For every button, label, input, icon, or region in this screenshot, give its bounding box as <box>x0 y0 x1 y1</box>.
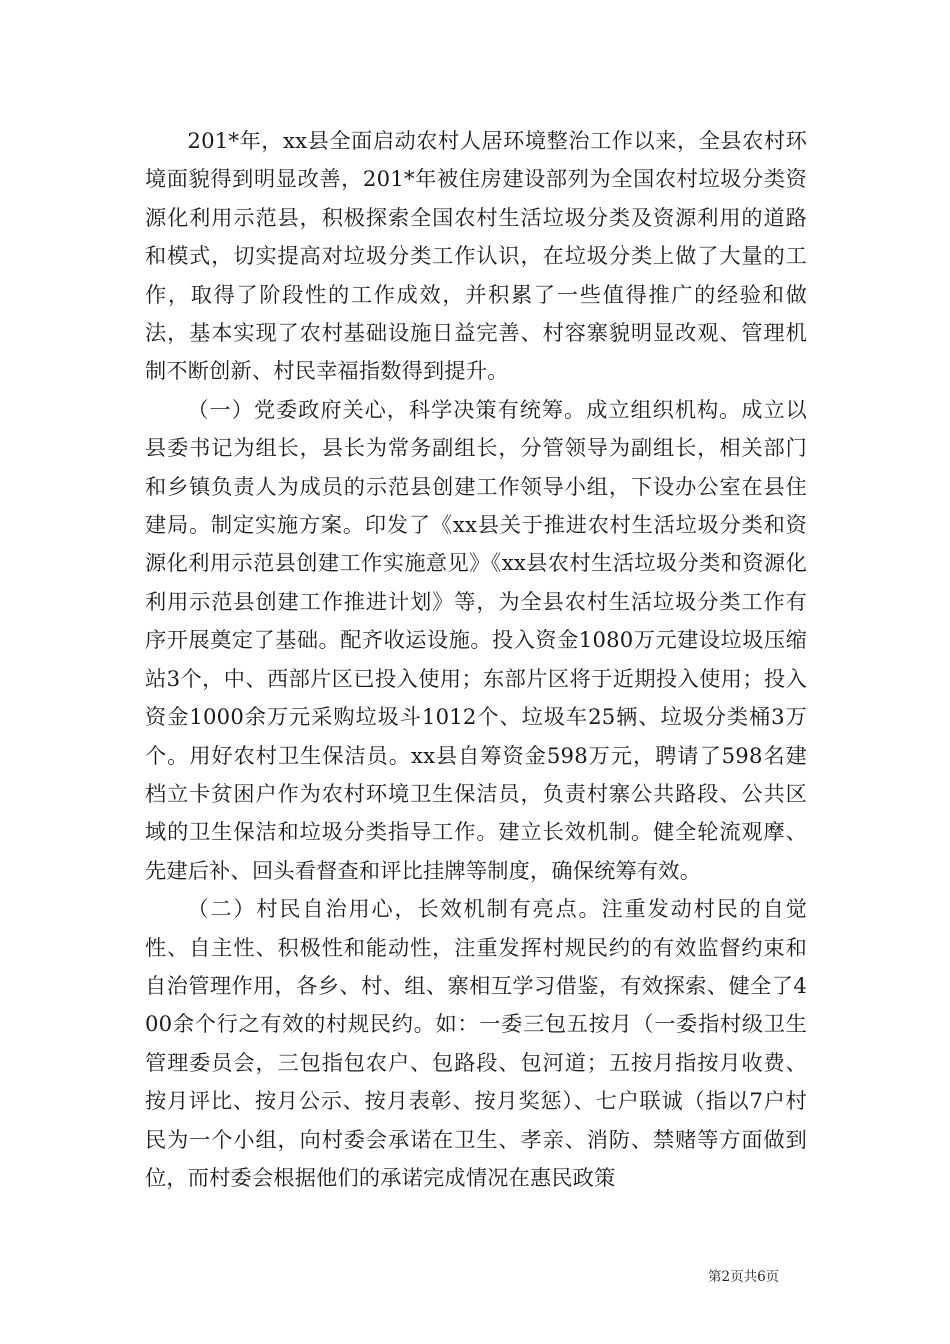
paragraph-section-two: （二）村民自治用心，长效机制有亮点。注重发动村民的自觉性、自主性、积极性和能动性，注重发挥村规民约的有效监督约束和自治管理作用，各乡、村、组、寨相互学习借鉴，有效探索、健全了400余个行之有效的村规民约。如：一委三包五按月（一委指村级卫生管理委员会，三包指包农户、包路段、包河道；五按月指按月收费、按月评比、按月公示、按月表彰、按月奖惩）、七户联诚（指以7户村民为一个小组，向村委会承诺在卫生、孝亲、消防、禁赌等方面做到位，而村委会根据他们的承诺完成情况在惠民政策 <box>145 896 807 1190</box>
paragraph-section-one: （一）党委政府关心，科学决策有统筹。成立组织机构。成立以县委书记为组长，县长为常务副组长，分管领导为副组长，相关部门和乡镇负责人为成员的示范县创建工作领导小组，下设办公室在县住建局。制定实施方案。印发了《xx县关于推进农村生活垃圾分类和资源化利用示范县创建工作实施意见》《xx县农村生活垃圾分类和资源化利用示范县创建工作推进计划》等，为全县农村生活垃圾分类工作有序开展奠定了基础。配齐收运设施。投入资金1080万元建设垃圾压缩站3个，中、西部片区已投入使用；东部片区将于近期投入使用；投入资金1000余万元采购垃圾斗1012个、垃圾车25辆、垃圾分类桶3万个。用好农村卫生保洁员。xx县自筹资金598万元，聘请了598名建档立卡贫困户作为农村环境卫生保洁员，负责村寨公共路段、公共区域的卫生保洁和垃圾分类指导工作。建立长效机制。健全轮流观摩、先建后补、回头看督查和评比挂牌等制度，确保统筹有效。 <box>145 396 807 883</box>
document-body <box>145 122 807 1197</box>
paragraph-intro: 201*年，xx县全面启动农村人居环境整治工作以来，全县农村环境面貌得到明显改善，201*年被住房建设部列为全国农村垃圾分类资源化利用示范县，积极探索全国农村生活垃圾分类及资源利用的道路和模式，切实提高对垃圾分类工作认识，在垃圾分类上做了大量的工作，取得了阶段性的工作成效，并积累了一些值得推广的经验和做法，基本实现了农村基础设施日益完善、村容寨貌明显改观、管理机制不断创新、村民幸福指数得到提升。 <box>145 128 807 384</box>
page-number-footer: 第2页共6页 <box>708 1269 780 1285</box>
